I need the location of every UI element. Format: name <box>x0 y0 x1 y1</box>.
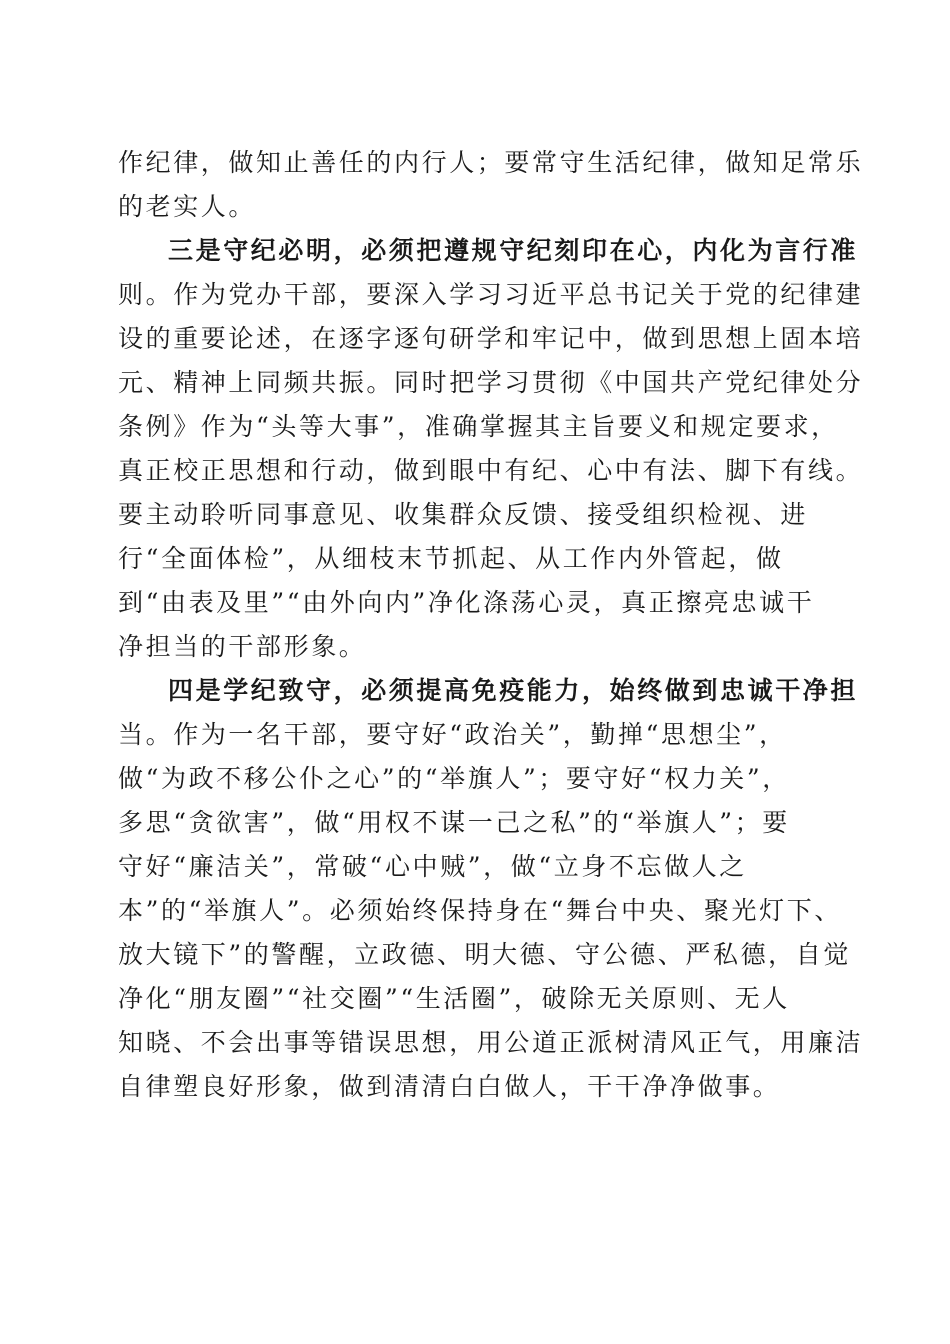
text-line: 元、精神上同频共振。同时把学习贯彻《中国共产党纪律处分 <box>118 368 864 397</box>
text-line: 则。作为党办干部，要深入学习习近平总书记关于党的纪律建 <box>118 280 864 309</box>
text-line: 本”的“举旗人”。必须始终保持身在“舞台中央、聚光灯下、 <box>118 896 842 925</box>
text-line: 自律塑良好形象，做到清清白白做人，干干净净做事。 <box>118 1072 781 1101</box>
text-line: 净化“朋友圈”“社交圈”“生活圈”，破除无关原则、无人 <box>118 984 790 1013</box>
paragraph-lead-sentence: 四是学纪致守，必须提高免疫能力，始终做到忠诚干净担 <box>168 676 859 705</box>
text-line: 守好“廉洁关”，常破“心中贼”，做“立身不忘做人之 <box>118 852 747 881</box>
text-line: 到“由表及里”“由外向内”净化涤荡心灵，真正擦亮忠诚干 <box>118 588 815 617</box>
text-line: 真正校正思想和行动，做到眼中有纪、心中有法、脚下有线。 <box>118 456 864 485</box>
text-line: 放大镜下”的警醒，立政德、明大德、守公德、严私德，自觉 <box>118 940 851 969</box>
paragraph-lead-sentence: 三是守纪必明，必须把遵规守纪刻印在心，内化为言行准 <box>168 236 859 265</box>
text-line: 行“全面体检”，从细枝末节抓起、从工作内外管起，做 <box>118 544 784 573</box>
text-line: 净担当的干部形象。 <box>118 632 367 661</box>
text-line: 的老实人。 <box>118 192 257 221</box>
text-line: 作纪律，做知止善任的内行人；要常守生活纪律，做知足常乐 <box>118 148 864 177</box>
text-line: 做“为政不移公仆之心”的“举旗人”；要守好“权力关”， <box>118 764 790 793</box>
text-line: 设的重要论述，在逐字逐句研学和牢记中，做到思想上固本培 <box>118 324 864 353</box>
text-line: 知晓、不会出事等错误思想，用公道正派树清风正气，用廉洁 <box>118 1028 864 1057</box>
text-line: 多思“贪欲害”，做“用权不谋一己之私”的“举旗人”；要 <box>118 808 790 837</box>
text-line: 条例》作为“头等大事”，准确掌握其主旨要义和规定要求， <box>118 412 839 441</box>
text-line: 当。作为一名干部，要守好“政治关”，勤掸“思想尘”， <box>118 720 787 749</box>
text-line: 要主动聆听同事意见、收集群众反馈、接受组织检视、进 <box>118 500 809 529</box>
